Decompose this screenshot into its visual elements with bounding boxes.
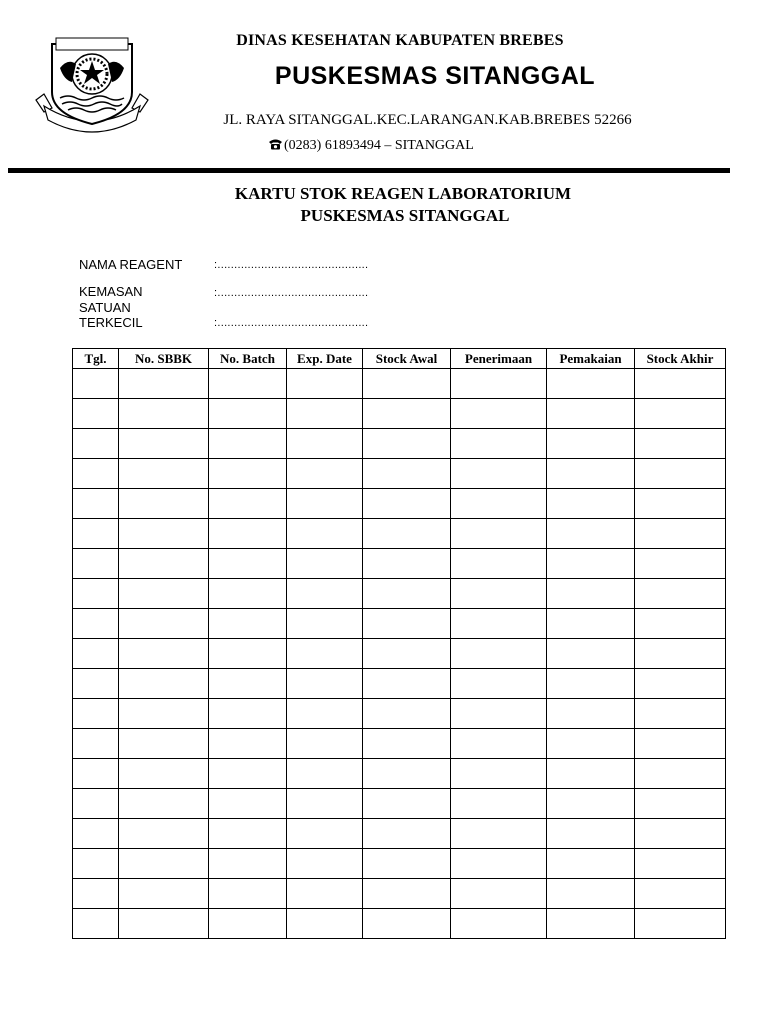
table-row bbox=[73, 819, 726, 849]
table-cell[interactable] bbox=[119, 789, 209, 819]
column-header-tgl: Tgl. bbox=[73, 349, 119, 369]
table-row bbox=[73, 579, 726, 609]
table-cell[interactable] bbox=[635, 669, 726, 699]
table-cell[interactable] bbox=[73, 699, 119, 729]
table-cell[interactable] bbox=[209, 429, 287, 459]
table-cell[interactable] bbox=[363, 729, 451, 759]
table-cell[interactable] bbox=[547, 639, 635, 669]
column-header-no-sbbk: No. SBBK bbox=[119, 349, 209, 369]
table-cell[interactable] bbox=[287, 639, 363, 669]
table-row bbox=[73, 489, 726, 519]
table-cell[interactable] bbox=[451, 489, 547, 519]
table-cell[interactable] bbox=[209, 519, 287, 549]
field-value-nama-reagent[interactable]: :............................................. bbox=[214, 259, 369, 271]
table-cell[interactable] bbox=[635, 609, 726, 639]
table-cell[interactable] bbox=[635, 429, 726, 459]
table-cell[interactable] bbox=[209, 849, 287, 879]
table-cell[interactable] bbox=[451, 759, 547, 789]
table-cell[interactable] bbox=[451, 669, 547, 699]
table-cell[interactable] bbox=[209, 819, 287, 849]
table-cell[interactable] bbox=[119, 549, 209, 579]
kota-tangerang-logo bbox=[30, 28, 154, 140]
table-cell[interactable] bbox=[209, 879, 287, 909]
table-cell[interactable] bbox=[363, 429, 451, 459]
table-cell[interactable] bbox=[635, 519, 726, 549]
table-cell[interactable] bbox=[363, 519, 451, 549]
field-label-kemasan: KEMASAN bbox=[79, 284, 143, 299]
table-cell[interactable] bbox=[635, 729, 726, 759]
table-cell[interactable] bbox=[73, 729, 119, 759]
table-cell[interactable] bbox=[451, 879, 547, 909]
table-cell[interactable] bbox=[287, 369, 363, 399]
table-cell[interactable] bbox=[119, 729, 209, 759]
table-cell[interactable] bbox=[547, 609, 635, 639]
table-cell[interactable] bbox=[287, 909, 363, 939]
table-cell[interactable] bbox=[363, 369, 451, 399]
table-cell[interactable] bbox=[119, 849, 209, 879]
table-cell[interactable] bbox=[73, 639, 119, 669]
table-cell[interactable] bbox=[119, 369, 209, 399]
table-cell[interactable] bbox=[547, 789, 635, 819]
table-cell[interactable] bbox=[73, 789, 119, 819]
table-cell[interactable] bbox=[209, 489, 287, 519]
field-label-satuan: SATUAN bbox=[79, 300, 131, 315]
table-cell[interactable] bbox=[547, 729, 635, 759]
phone-number: (0283) 61893494 – SITANGGAL bbox=[284, 138, 474, 153]
table-cell[interactable] bbox=[287, 429, 363, 459]
table-cell[interactable] bbox=[547, 699, 635, 729]
field-value-satuan-terkecil[interactable]: :............................................. bbox=[214, 317, 369, 329]
table-cell[interactable] bbox=[635, 459, 726, 489]
table-cell[interactable] bbox=[209, 399, 287, 429]
table-cell[interactable] bbox=[635, 369, 726, 399]
table-cell[interactable] bbox=[635, 909, 726, 939]
table-row bbox=[73, 549, 726, 579]
table-row bbox=[73, 849, 726, 879]
document-title: KARTU STOK REAGEN LABORATORIUM bbox=[234, 184, 572, 203]
table-cell[interactable] bbox=[119, 909, 209, 939]
table-cell[interactable] bbox=[119, 489, 209, 519]
table-row bbox=[73, 609, 726, 639]
table-cell[interactable] bbox=[119, 609, 209, 639]
table-cell[interactable] bbox=[287, 699, 363, 729]
table-cell[interactable] bbox=[73, 849, 119, 879]
table-cell[interactable] bbox=[209, 699, 287, 729]
table-cell[interactable] bbox=[209, 789, 287, 819]
table-cell[interactable] bbox=[287, 759, 363, 789]
table-cell[interactable] bbox=[73, 819, 119, 849]
table-cell[interactable] bbox=[547, 459, 635, 489]
table-row bbox=[73, 729, 726, 759]
table-row bbox=[73, 879, 726, 909]
table-cell[interactable] bbox=[287, 489, 363, 519]
table-cell[interactable] bbox=[119, 519, 209, 549]
table-cell[interactable] bbox=[635, 819, 726, 849]
table-row bbox=[73, 369, 726, 399]
table-row bbox=[73, 759, 726, 789]
table-row bbox=[73, 669, 726, 699]
table-cell[interactable] bbox=[287, 609, 363, 639]
table-cell[interactable] bbox=[209, 639, 287, 669]
table-row bbox=[73, 429, 726, 459]
table-cell[interactable] bbox=[547, 669, 635, 699]
field-label-nama-reagent: NAMA REAGENT bbox=[79, 257, 183, 272]
table-cell[interactable] bbox=[363, 459, 451, 489]
column-header-no-batch: No. Batch bbox=[209, 349, 287, 369]
table-cell[interactable] bbox=[363, 609, 451, 639]
table-cell[interactable] bbox=[73, 579, 119, 609]
table-cell[interactable] bbox=[119, 699, 209, 729]
kota-tangerang-emblem-icon bbox=[30, 28, 154, 140]
table-cell[interactable] bbox=[119, 429, 209, 459]
table-cell[interactable] bbox=[363, 909, 451, 939]
table-cell[interactable] bbox=[119, 759, 209, 789]
column-header-penerimaan: Penerimaan bbox=[451, 349, 547, 369]
table-cell[interactable] bbox=[73, 909, 119, 939]
table-cell[interactable] bbox=[209, 609, 287, 639]
table-cell[interactable] bbox=[73, 489, 119, 519]
table-cell[interactable] bbox=[547, 429, 635, 459]
table-cell[interactable] bbox=[119, 669, 209, 699]
table-cell[interactable] bbox=[547, 909, 635, 939]
table-cell[interactable] bbox=[451, 699, 547, 729]
table-cell[interactable] bbox=[287, 789, 363, 819]
table-cell[interactable] bbox=[363, 759, 451, 789]
table-cell[interactable] bbox=[635, 579, 726, 609]
table-cell[interactable] bbox=[547, 489, 635, 519]
column-header-pemakaian: Pemakaian bbox=[547, 349, 635, 369]
table-cell[interactable] bbox=[363, 789, 451, 819]
table-cell[interactable] bbox=[451, 729, 547, 759]
table-cell[interactable] bbox=[287, 729, 363, 759]
table-cell[interactable] bbox=[119, 459, 209, 489]
table-cell[interactable] bbox=[209, 549, 287, 579]
table-cell[interactable] bbox=[363, 849, 451, 879]
column-header-stock-akhir: Stock Akhir bbox=[635, 349, 726, 369]
table-cell[interactable] bbox=[73, 429, 119, 459]
facility-address: JL. RAYA SITANGGAL.KEC.LARANGAN.KAB.BREBES 52266 bbox=[223, 112, 632, 128]
table-cell[interactable] bbox=[209, 459, 287, 489]
facility-phone bbox=[268, 138, 474, 154]
table-cell[interactable] bbox=[363, 489, 451, 519]
table-cell[interactable] bbox=[287, 459, 363, 489]
table-cell[interactable] bbox=[547, 399, 635, 429]
table-cell[interactable] bbox=[547, 579, 635, 609]
table-cell[interactable] bbox=[451, 519, 547, 549]
facility-name: PUSKESMAS SITANGGAL bbox=[274, 62, 596, 90]
table-cell[interactable] bbox=[363, 669, 451, 699]
table-cell[interactable] bbox=[119, 399, 209, 429]
table-cell[interactable] bbox=[547, 759, 635, 789]
table-row bbox=[73, 639, 726, 669]
header-divider bbox=[8, 168, 730, 173]
field-label-terkecil: TERKECIL bbox=[79, 315, 143, 330]
table-cell[interactable] bbox=[547, 549, 635, 579]
table-cell[interactable] bbox=[73, 369, 119, 399]
table-cell[interactable] bbox=[451, 369, 547, 399]
table-row bbox=[73, 399, 726, 429]
table-cell[interactable] bbox=[363, 879, 451, 909]
table-cell[interactable] bbox=[73, 879, 119, 909]
table-cell[interactable] bbox=[73, 399, 119, 429]
table-cell[interactable] bbox=[451, 789, 547, 819]
table-cell[interactable] bbox=[119, 879, 209, 909]
table-cell[interactable] bbox=[451, 399, 547, 429]
table-row bbox=[73, 459, 726, 489]
table-row bbox=[73, 789, 726, 819]
table-cell[interactable] bbox=[209, 579, 287, 609]
table-cell[interactable] bbox=[635, 849, 726, 879]
table-cell[interactable] bbox=[287, 519, 363, 549]
table-cell[interactable] bbox=[451, 849, 547, 879]
table-cell[interactable] bbox=[635, 639, 726, 669]
table-cell[interactable] bbox=[635, 699, 726, 729]
table-cell[interactable] bbox=[547, 369, 635, 399]
table-cell[interactable] bbox=[635, 399, 726, 429]
table-cell[interactable] bbox=[363, 399, 451, 429]
table-cell[interactable] bbox=[209, 909, 287, 939]
table-cell[interactable] bbox=[635, 789, 726, 819]
table-cell[interactable] bbox=[287, 819, 363, 849]
table-cell[interactable] bbox=[635, 549, 726, 579]
table-cell[interactable] bbox=[363, 819, 451, 849]
column-header-stock-awal: Stock Awal bbox=[363, 349, 451, 369]
table-cell[interactable] bbox=[73, 759, 119, 789]
table-cell[interactable] bbox=[451, 459, 547, 489]
field-value-kemasan[interactable]: :............................................. bbox=[214, 287, 369, 299]
table-cell[interactable] bbox=[73, 549, 119, 579]
table-cell[interactable] bbox=[635, 759, 726, 789]
table-cell[interactable] bbox=[451, 909, 547, 939]
table-cell[interactable] bbox=[451, 579, 547, 609]
table-cell[interactable] bbox=[119, 819, 209, 849]
table-cell[interactable] bbox=[451, 819, 547, 849]
table-cell[interactable] bbox=[73, 609, 119, 639]
table-cell[interactable] bbox=[363, 639, 451, 669]
table-cell[interactable] bbox=[547, 879, 635, 909]
table-cell[interactable] bbox=[287, 579, 363, 609]
agency-name: DINAS KESEHATAN KABUPATEN BREBES bbox=[236, 32, 564, 49]
table-cell[interactable] bbox=[209, 759, 287, 789]
table-cell[interactable] bbox=[547, 519, 635, 549]
table-header-row bbox=[73, 349, 726, 369]
table-cell[interactable] bbox=[287, 399, 363, 429]
table-row bbox=[73, 909, 726, 939]
table-row bbox=[73, 699, 726, 729]
table-cell[interactable] bbox=[73, 519, 119, 549]
table-cell[interactable] bbox=[451, 639, 547, 669]
table-cell[interactable] bbox=[363, 699, 451, 729]
document-subtitle: PUSKESMAS SITANGGAL bbox=[300, 206, 510, 225]
table-row bbox=[73, 519, 726, 549]
table-cell[interactable] bbox=[363, 549, 451, 579]
table-cell[interactable] bbox=[119, 639, 209, 669]
table-cell[interactable] bbox=[547, 819, 635, 849]
table-cell[interactable] bbox=[635, 489, 726, 519]
table-cell[interactable] bbox=[363, 579, 451, 609]
table-cell[interactable] bbox=[451, 609, 547, 639]
table-body bbox=[73, 369, 726, 939]
table-cell[interactable] bbox=[209, 369, 287, 399]
table-cell[interactable] bbox=[287, 879, 363, 909]
table-cell[interactable] bbox=[547, 849, 635, 879]
table-cell[interactable] bbox=[287, 549, 363, 579]
table-cell[interactable] bbox=[209, 729, 287, 759]
column-header-exp-date: Exp. Date bbox=[287, 349, 363, 369]
table-cell[interactable] bbox=[287, 849, 363, 879]
table-cell[interactable] bbox=[209, 669, 287, 699]
table-cell[interactable] bbox=[73, 669, 119, 699]
table-cell[interactable] bbox=[451, 429, 547, 459]
table-cell[interactable] bbox=[119, 579, 209, 609]
stock-card-table bbox=[72, 348, 726, 939]
table-cell[interactable] bbox=[451, 549, 547, 579]
table-cell[interactable] bbox=[635, 879, 726, 909]
table-cell[interactable] bbox=[287, 669, 363, 699]
table-cell[interactable] bbox=[73, 459, 119, 489]
telephone-icon bbox=[268, 138, 283, 150]
